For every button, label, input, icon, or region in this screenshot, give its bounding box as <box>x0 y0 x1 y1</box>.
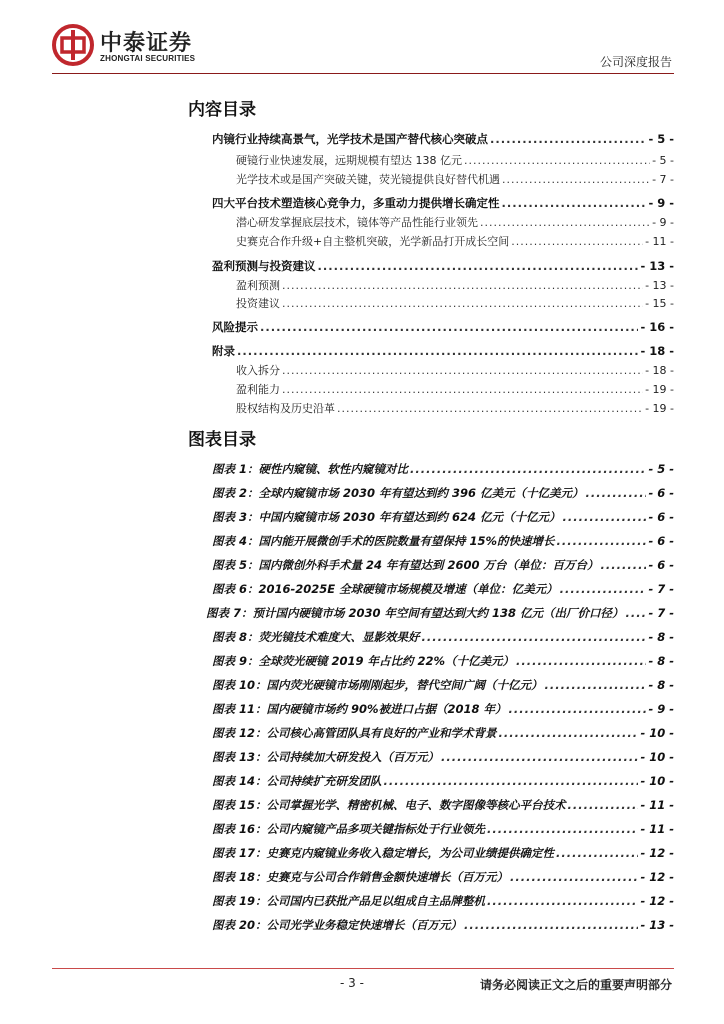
toc-item-page: - 7 - <box>652 173 674 186</box>
toc-item-label: 四大平台技术塑造核心竞争力，多重动力提供增长确定性 <box>212 196 500 210</box>
toc-item-page: - 18 - <box>645 364 674 377</box>
figure-item[interactable] <box>212 461 674 477</box>
toc-item[interactable] <box>236 152 674 168</box>
toc-item[interactable] <box>236 295 674 311</box>
toc-item[interactable] <box>236 362 674 378</box>
figure-item-label: 图表 7：预计国内硬镜市场 2030 年空间有望达到大约 138 亿元（出厂价口径） <box>206 606 624 620</box>
toc-item-page: - 19 - <box>645 383 674 396</box>
dot-leader <box>626 606 647 620</box>
figure-item[interactable] <box>212 509 674 525</box>
figure-item-label: 图表 13：公司持续加大研发投入（百万元） <box>212 750 440 764</box>
figure-item-page: - 6 - <box>648 486 674 500</box>
figure-item-label: 图表 9：全球荧光硬镜 2019 年占比约 22%（十亿美元） <box>212 654 515 668</box>
dot-leader <box>560 582 647 596</box>
dot-leader <box>441 750 638 764</box>
figure-item-page: - 10 - <box>640 750 674 764</box>
figure-item-page: - 12 - <box>640 846 674 860</box>
figure-item-label: 图表 20：公司光学业务稳定快速增长（百万元） <box>212 918 463 932</box>
disclaimer: 请务必阅读正文之后的重要声明部分 <box>479 978 672 992</box>
dot-leader <box>282 297 643 310</box>
toc-item[interactable] <box>236 400 674 416</box>
report-type: 公司深度报告 <box>599 55 672 69</box>
figure-item-label: 图表 4：国内能开展微创手术的医院数量有望保持 15%的快速增长 <box>212 534 555 548</box>
dot-leader <box>557 534 647 548</box>
figure-item-page: - 9 - <box>648 702 674 716</box>
toc-item[interactable] <box>236 171 674 187</box>
figure-item-page: - 6 - <box>648 510 674 524</box>
figure-item-page: - 11 - <box>640 822 674 836</box>
figure-item-page: - 12 - <box>640 870 674 884</box>
toc-item-page: - 11 - <box>645 235 674 248</box>
zhongtai-logo-icon <box>52 24 94 66</box>
toc-item-label: 硬镜行业快速发展，远期规模有望达 138 亿元 <box>236 154 462 167</box>
toc-item[interactable] <box>236 277 674 293</box>
dot-leader <box>282 383 643 396</box>
figure-item-page: - 10 - <box>640 774 674 788</box>
toc-item[interactable] <box>212 319 674 335</box>
dot-leader <box>510 870 638 884</box>
figure-item-label: 图表 1：硬性内窥镜、软性内窥镜对比 <box>212 462 409 476</box>
toc-item-label: 盈利预测 <box>236 279 280 292</box>
figure-item[interactable] <box>212 749 674 765</box>
figure-item[interactable] <box>212 797 674 813</box>
figure-item-label: 图表 18：史赛克与公司合作销售金额快速增长（百万元） <box>212 870 509 884</box>
toc-item-page: - 9 - <box>648 196 674 210</box>
figure-item[interactable] <box>212 485 674 501</box>
toc-item-page: - 18 - <box>640 344 674 358</box>
dot-leader <box>502 173 650 186</box>
figure-item-label: 图表 6：2016-2025E 全球硬镜市场规模及增速（单位：亿美元） <box>212 582 558 596</box>
toc-item-label: 风险提示 <box>212 320 258 334</box>
figure-item-page: - 7 - <box>648 606 674 620</box>
figure-item[interactable] <box>212 869 674 885</box>
header-divider <box>52 73 674 74</box>
figures-title: 图表目录 <box>188 430 256 450</box>
figure-item[interactable] <box>212 557 674 573</box>
figure-item-label: 图表 19：公司国内已获批产品足以组成自主品牌整机 <box>212 894 486 908</box>
figure-item-page: - 13 - <box>640 918 674 932</box>
figure-item[interactable] <box>212 629 674 645</box>
toc-item-label: 盈利能力 <box>236 383 280 396</box>
dot-leader <box>601 558 647 572</box>
toc-item-label: 股权结构及历史沿革 <box>236 402 335 415</box>
toc-item[interactable] <box>236 233 674 249</box>
dot-leader <box>509 702 647 716</box>
toc-item-page: - 13 - <box>640 259 674 273</box>
toc-item[interactable] <box>212 195 674 211</box>
figure-item-label: 图表 14：公司持续扩充研发团队 <box>212 774 382 788</box>
figure-item-label: 图表 10：国内荧光硬镜市场刚刚起步，替代空间广阔（十亿元） <box>212 678 543 692</box>
dot-leader <box>464 918 638 932</box>
figure-item-label: 图表 17：史赛克内窥镜业务收入稳定增长，为公司业绩提供确定性 <box>212 846 555 860</box>
footer-divider <box>52 968 674 969</box>
figure-item-page: - 11 - <box>640 798 674 812</box>
dot-leader <box>490 132 646 146</box>
dot-leader <box>318 259 639 273</box>
dot-leader <box>586 486 647 500</box>
figure-item-label: 图表 12：公司核心高管团队具有良好的产业和学术背景 <box>212 726 497 740</box>
toc-item-page: - 5 - <box>648 132 674 146</box>
toc-item-label: 盈利预测与投资建议 <box>212 259 316 273</box>
figure-item[interactable] <box>212 701 674 717</box>
toc-item-page: - 16 - <box>640 320 674 334</box>
figure-item[interactable] <box>212 533 674 549</box>
brand-name-en: ZHONGTAI SECURITIES <box>100 54 196 63</box>
dot-leader <box>337 402 643 415</box>
toc-item-label: 潜心研发掌握底层技术，镜体等产品性能行业领先 <box>236 216 478 229</box>
dot-leader <box>410 462 646 476</box>
brand-name-cn: 中泰证券 <box>100 31 193 56</box>
figure-item-page: - 12 - <box>640 894 674 908</box>
dot-leader <box>516 654 646 668</box>
figure-item-page: - 8 - <box>648 654 674 668</box>
dot-leader <box>384 774 639 788</box>
figure-item-label: 图表 11：国内硬镜市场约 90%被进口占据（2018 年） <box>212 702 507 716</box>
figure-item-page: - 6 - <box>648 534 674 548</box>
figure-item-page: - 7 - <box>648 582 674 596</box>
toc-item-label: 史赛克合作升级+自主整机突破，光学新品打开成长空间 <box>236 235 510 248</box>
figure-item[interactable] <box>212 845 674 861</box>
dot-leader <box>260 320 638 334</box>
toc-item[interactable] <box>236 214 674 230</box>
figure-item-page: - 8 - <box>648 630 674 644</box>
toc-item-label: 附录 <box>212 344 235 358</box>
figure-item-page: - 8 - <box>648 678 674 692</box>
figure-item-page: - 5 - <box>648 462 674 476</box>
toc-item-label: 投资建议 <box>236 297 280 310</box>
dot-leader <box>422 630 647 644</box>
figure-item-label: 图表 5：国内微创外科手术量 24 年有望达到 2600 万台（单位：百万台） <box>212 558 599 572</box>
contents-title: 内容目录 <box>188 100 256 120</box>
dot-leader <box>502 196 647 210</box>
figure-item[interactable] <box>212 773 674 789</box>
dot-leader <box>282 364 643 377</box>
dot-leader <box>556 846 638 860</box>
figure-item-label: 图表 15：公司掌握光学、精密机械、电子、数字图像等核心平台技术 <box>212 798 566 812</box>
toc-item-label: 光学技术或是国产突破关键，荧光镜提供良好替代机遇 <box>236 173 500 186</box>
dot-leader <box>563 510 647 524</box>
figure-item-page: - 6 - <box>648 558 674 572</box>
toc-item-page: - 5 - <box>652 154 674 167</box>
figure-item-label: 图表 16：公司内窥镜产品多项关键指标处于行业领先 <box>212 822 486 836</box>
toc-item-page: - 9 - <box>652 216 674 229</box>
toc-item-page: - 15 - <box>645 297 674 310</box>
figure-item[interactable] <box>212 821 674 837</box>
dot-leader <box>511 235 643 248</box>
figure-item[interactable] <box>212 893 674 909</box>
dot-leader <box>487 894 638 908</box>
toc-item[interactable] <box>212 343 674 359</box>
figure-item-label: 图表 3：中国内窥镜市场 2030 年有望达到约 624 亿元（十亿元） <box>212 510 561 524</box>
figure-item[interactable] <box>212 653 674 669</box>
toc-item[interactable] <box>212 258 674 274</box>
figure-item-page: - 10 - <box>640 726 674 740</box>
dot-leader <box>237 344 638 358</box>
dot-leader <box>464 154 650 167</box>
toc-item-label: 收入拆分 <box>236 364 280 377</box>
dot-leader <box>499 726 639 740</box>
toc-item-page: - 13 - <box>645 279 674 292</box>
figure-item-label: 图表 8：荧光镜技术难度大、显影效果好 <box>212 630 420 644</box>
brand-logo <box>52 24 232 68</box>
figure-item-label: 图表 2：全球内窥镜市场 2030 年有望达到约 396 亿美元（十亿美元） <box>212 486 584 500</box>
page-header <box>0 0 724 80</box>
toc-item-page: - 19 - <box>645 402 674 415</box>
toc-item[interactable] <box>212 131 674 147</box>
dot-leader <box>568 798 639 812</box>
dot-leader <box>480 216 650 229</box>
figure-item[interactable] <box>212 677 674 693</box>
dot-leader <box>282 279 643 292</box>
figure-item[interactable] <box>212 917 674 933</box>
figure-item[interactable] <box>212 725 674 741</box>
toc-item[interactable] <box>236 381 674 397</box>
dot-leader <box>545 678 647 692</box>
dot-leader <box>487 822 638 836</box>
figure-item[interactable] <box>212 581 674 597</box>
page-number: - 3 - <box>340 976 364 990</box>
toc-item-label: 内镜行业持续高景气，光学技术是国产替代核心突破点 <box>212 132 488 146</box>
figure-item[interactable] <box>206 605 674 621</box>
